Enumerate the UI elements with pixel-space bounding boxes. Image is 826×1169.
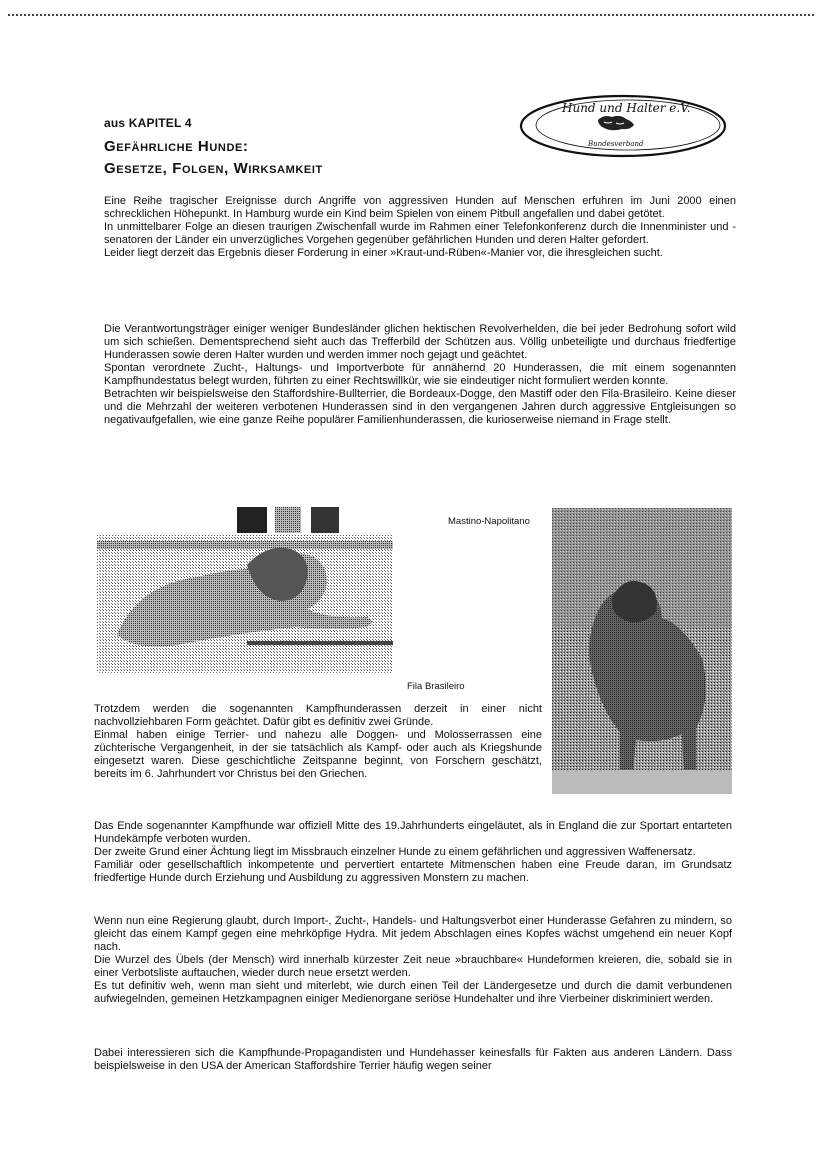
paragraph: Die Verantwortungsträger einiger weniger Bundesländer glichen hektischen Revolverhelden, die bei jeder Bedrohung sofort wild um sich schießen. Dementsprechend sieht auch das Trefferbild der Schützen aus. Völlig unbeteiligte und durchaus friedfertige Hunderassen sowie deren Halter wurden und werden immer noch gejagt und geächtet. (104, 323, 736, 361)
page-title-line-2: Gesetze, Folgen, Wirksamkeit (104, 160, 323, 177)
propaganda-section (94, 1047, 732, 1073)
reasons-section (94, 703, 542, 781)
chapter-label: aus KAPITEL 4 (104, 116, 192, 130)
paragraph: Trotzdem werden die sogenannten Kampfhunderassen derzeit in einer nicht nachvollziehbaren Form geächtet. Dafür gibt es definitiv zwei Gründe. (94, 703, 542, 728)
paragraph: Dabei interessieren sich die Kampfhunde-Propagandisten und Hundehasser keinesfalls für Fakten aus anderen Ländern. Dass beispielsweise in den USA der American Staffordshire Terrier häufig wegen seiner (94, 1047, 732, 1072)
paragraph: Spontan verordnete Zucht-, Haltungs- und Importverbote für annähernd 20 Hunderassen, die mit einem sogenannten Kampfhundestatus belegt wurden, führten zu einer Rechtswillkür, wie sie eindeutiger nicht formuliert werden konnte. (104, 362, 736, 387)
paragraph: Das Ende sogenannter Kampfhunde war offiziell Mitte des 19.Jahrhunderts eingeläutet, als in England die zur Sportart entarteten Hundekämpfe verboten wurden. (94, 820, 732, 845)
paragraph: Einmal haben einige Terrier- und nahezu alle Doggen- und Molosserrassen eine züchterische Vergangenheit, in der sie tatsächlich als Kampf- oder auch als Kriegshunde eingesetzt waren. Diese geschichtliche Zeitspanne beginnt, von Forschern geschätzt, bereits im 6. Jahrhundert vor Christus bei den Griechen. (94, 729, 542, 780)
paragraph: Familiär oder gesellschaftlich inkompetente und pervertiert entartete Mitmenschen haben eine Freude daran, im Grundsatz friedfertige Hunde durch Erziehung und Ausbildung zu aggressiven Monstern zu machen. (94, 859, 732, 884)
logo-name: Hund und Halter e.V. (562, 101, 691, 115)
history-section (94, 820, 732, 885)
regulation-section (94, 915, 732, 1006)
paragraph: Es tut definitiv weh, wenn man sieht und miterlebt, wie durch einen Teil der Ländergesetze und durch die damit verbundenen aufwiegelnden, gemeinen Hetzkampagnen einiger Medienorgane seriöse Hundehalter und ihre Vierbeiner diskriminiert werden. (94, 980, 732, 1005)
caption-mastino: Mastino-Napolitano (448, 516, 530, 527)
logo-tagline: Bundesverband (588, 140, 644, 148)
paragraph: In unmittelbarer Folge an diesen traurigen Zwischenfall wurde im Rahmen einer Telefonkonferenz durch die Innenminister und -senatoren der Länder ein unverzügliches Vorgehen gegenüber gefährlichen Hunden und deren Halter gefordert. (104, 221, 736, 246)
caption-fila: Fila Brasileiro (407, 681, 465, 692)
paragraph: Die Wurzel des Übels (der Mensch) wird innerhalb kürzester Zeit neue »brauchbare« Hundeformen kreieren, die, sobald sie in einer Verbotsliste auftauchen, wieder durch neue ersetzt werden. (94, 954, 732, 979)
laws-section (104, 323, 736, 427)
page-title-line-1: Gefährliche Hunde: (104, 138, 249, 155)
fila-brasileiro-photo (97, 505, 393, 673)
paragraph: Wenn nun eine Regierung glaubt, durch Import-, Zucht-, Handels- und Haltungsverbot einer Hunderasse Gefahren zu mindern, so gleicht das einem Kampf gegen eine mehrköpfige Hydra. Mit jedem Abschlagen eines Kopfes wächst umgehend ein neuer Kopf nach. (94, 915, 732, 953)
association-logo (518, 92, 728, 160)
paragraph: Betrachten wir beispielsweise den Staffordshire-Bullterrier, die Bordeaux-Dogge, den Mastiff oder den Fila-Brasileiro. Keine dieser und die Mehrzahl der weiteren verbotenen Hunderassen sind in den vergangenen Jahren durch aggressive Entgleisungen so negativaufgefallen, wie eine ganze Reihe populärer Familienhunderassen, die kurioserweise niemand in Frage stellt. (104, 388, 736, 426)
intro-section (104, 195, 736, 260)
scan-top-border (8, 14, 814, 16)
paragraph: Leider liegt derzeit das Ergebnis dieser Forderung in einer »Kraut-und-Rüben«-Manier vor, die ihresgleichen sucht. (104, 247, 663, 259)
paragraph: Eine Reihe tragischer Ereignisse durch Angriffe von aggressiven Hunden auf Menschen erfuhren im Juni 2000 einen schrecklichen Höhepunkt. In Hamburg wurde ein Kind beim Spielen von einem Pitbull angefallen und dabei getötet. (104, 195, 736, 220)
mastino-napolitano-photo (552, 508, 732, 794)
paragraph: Der zweite Grund einer Ächtung liegt im Missbrauch einzelner Hunde zu einem gefährlichen und aggressiven Waffenersatz. (94, 846, 696, 858)
